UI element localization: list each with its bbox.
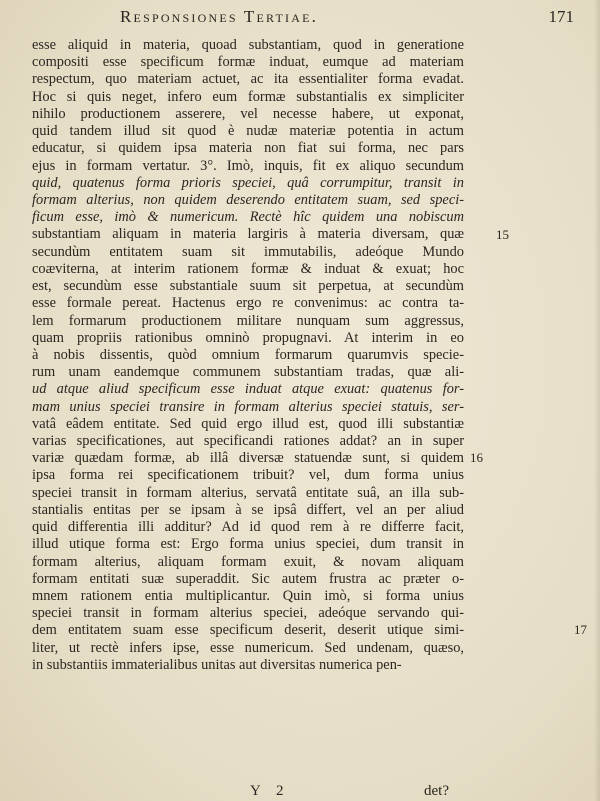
- text-line: formam entitati suæ superaddit. Sic autem frustra ac præter o-: [32, 570, 464, 587]
- text-line: esse aliquid in materia, quoad substantiam, quod in generatione: [32, 37, 464, 53]
- margin-note-17: 17: [574, 622, 587, 637]
- text-line: ficum esse, imò & numericum. Rectè hîc quidem una nobiscum: [32, 209, 464, 226]
- text-line: formam alterius, aliquam formam exuit, & novam aliquam: [32, 553, 464, 570]
- text-line: variæ quædam formæ, ab illâ diversæ statuendæ sunt, si quidem: [32, 450, 464, 467]
- text-line: stantialis entitas per se ipsam à se ipsâ differt, vel an per aliud: [32, 501, 464, 518]
- text-line: esse formale pereat. Hactenus ergo re convenimus: ac contra ta-: [32, 295, 464, 312]
- text-line: mnem rationem entia multiplicantur. Quin imò, si forma unius: [32, 588, 464, 604]
- text-line: in substantiis immaterialibus unitas aut diversitas numerica pen-: [32, 656, 402, 673]
- page-footer: [0, 783, 600, 801]
- signature-mark: Y 2: [250, 783, 290, 799]
- catchword: det?: [424, 783, 449, 799]
- text-line: educatur, si quidem ipsa materia non fiat sui forma, nec pars: [32, 140, 464, 157]
- text-line: à nobis dissentis, quòd omnium formarum quarumvis specie-: [32, 346, 464, 363]
- body-text: [32, 37, 464, 674]
- text-line: nihilo productionem asserere, vel necesse habere, ut exponat,: [32, 105, 464, 122]
- text-line: compositi esse specificum formæ induat, eumque ad materiam: [32, 54, 464, 71]
- text-line: speciei transit in formam alterius, servatâ entitate suâ, an illa sub-: [32, 484, 464, 501]
- text-line: substantiam aliquam in materia largiris à materia diversam, quæ: [32, 226, 464, 243]
- text-line: quid, quatenus forma prioris speciei, quâ corrumpitur, transit in: [32, 174, 464, 191]
- page-edge-shadow: [594, 0, 600, 801]
- text-line: quid tandem illud sit quod è nudæ materiæ potentia in actum: [32, 123, 464, 140]
- text-line: ejus in formam vertatur. 3°. Imò, inquis, fit ex aliquo secundum: [32, 157, 464, 174]
- text-line: mam unius speciei transire in formam alterius speciei statuis, ser-: [32, 398, 464, 415]
- margin-note-16: 16: [470, 450, 483, 465]
- text-line: ipsa forma rei specificationem tribuit? vel, dum forma unius: [32, 467, 464, 484]
- running-head: Responsiones Tertiae.: [120, 7, 319, 26]
- text-line: varias specificationes, aut specificandi rationes addat? an in super: [32, 433, 464, 450]
- text-line: ud atque aliud specificum esse induat atque exuat: quatenus for-: [32, 381, 464, 398]
- text-line: lem formarum productionem militare nunquam sum aggressus,: [32, 312, 464, 329]
- text-line: secundùm entitatem suam sit immutabilis, adeóque Mundo: [32, 243, 464, 260]
- text-line: quid differentia illi additur? Ad id quod rem à re differre facit,: [32, 519, 464, 536]
- page-header: [110, 7, 580, 31]
- text-line: formam alterius, non quidem deserendo entitatem suam, sed speci-: [32, 191, 464, 208]
- text-line: est, secundùm esse substantiale suum sit perpetua, at secundùm: [32, 278, 464, 295]
- text-line: quam propriis rationibus omninò propugnavi. At interim in eo: [32, 329, 464, 346]
- text-line: speciei transit in formam alterius speciei, adeóque servando qui-: [32, 605, 464, 622]
- text-line: respectum, quo materiam actuet, ac ita essentialiter forma evadat.: [32, 71, 464, 88]
- text-line: vatâ eâdem entitate. Sed quid ergo illud est, quod illi substantiæ: [32, 415, 464, 432]
- text-line: dem entitatem suam esse specificum deserit, deserit utique simi-: [32, 622, 464, 639]
- text-line: liter, ut rectè infers ipse, esse numericum. Sed undenam, quæso,: [32, 639, 464, 656]
- page-number: 171: [548, 7, 574, 26]
- text-line: rum unam eandemque communem substantiam tradas, quæ ali-: [32, 364, 464, 381]
- text-line: illud utique forma est: Ergo forma unius speciei, dum transit in: [32, 536, 464, 553]
- margin-note-15: 15: [496, 227, 509, 242]
- text-line: coæviterna, at interim rationem formæ & induat & exuat; hoc: [32, 260, 464, 277]
- text-line: Hoc si quis neget, infero eum formæ substantialis ex simpliciter: [32, 88, 464, 105]
